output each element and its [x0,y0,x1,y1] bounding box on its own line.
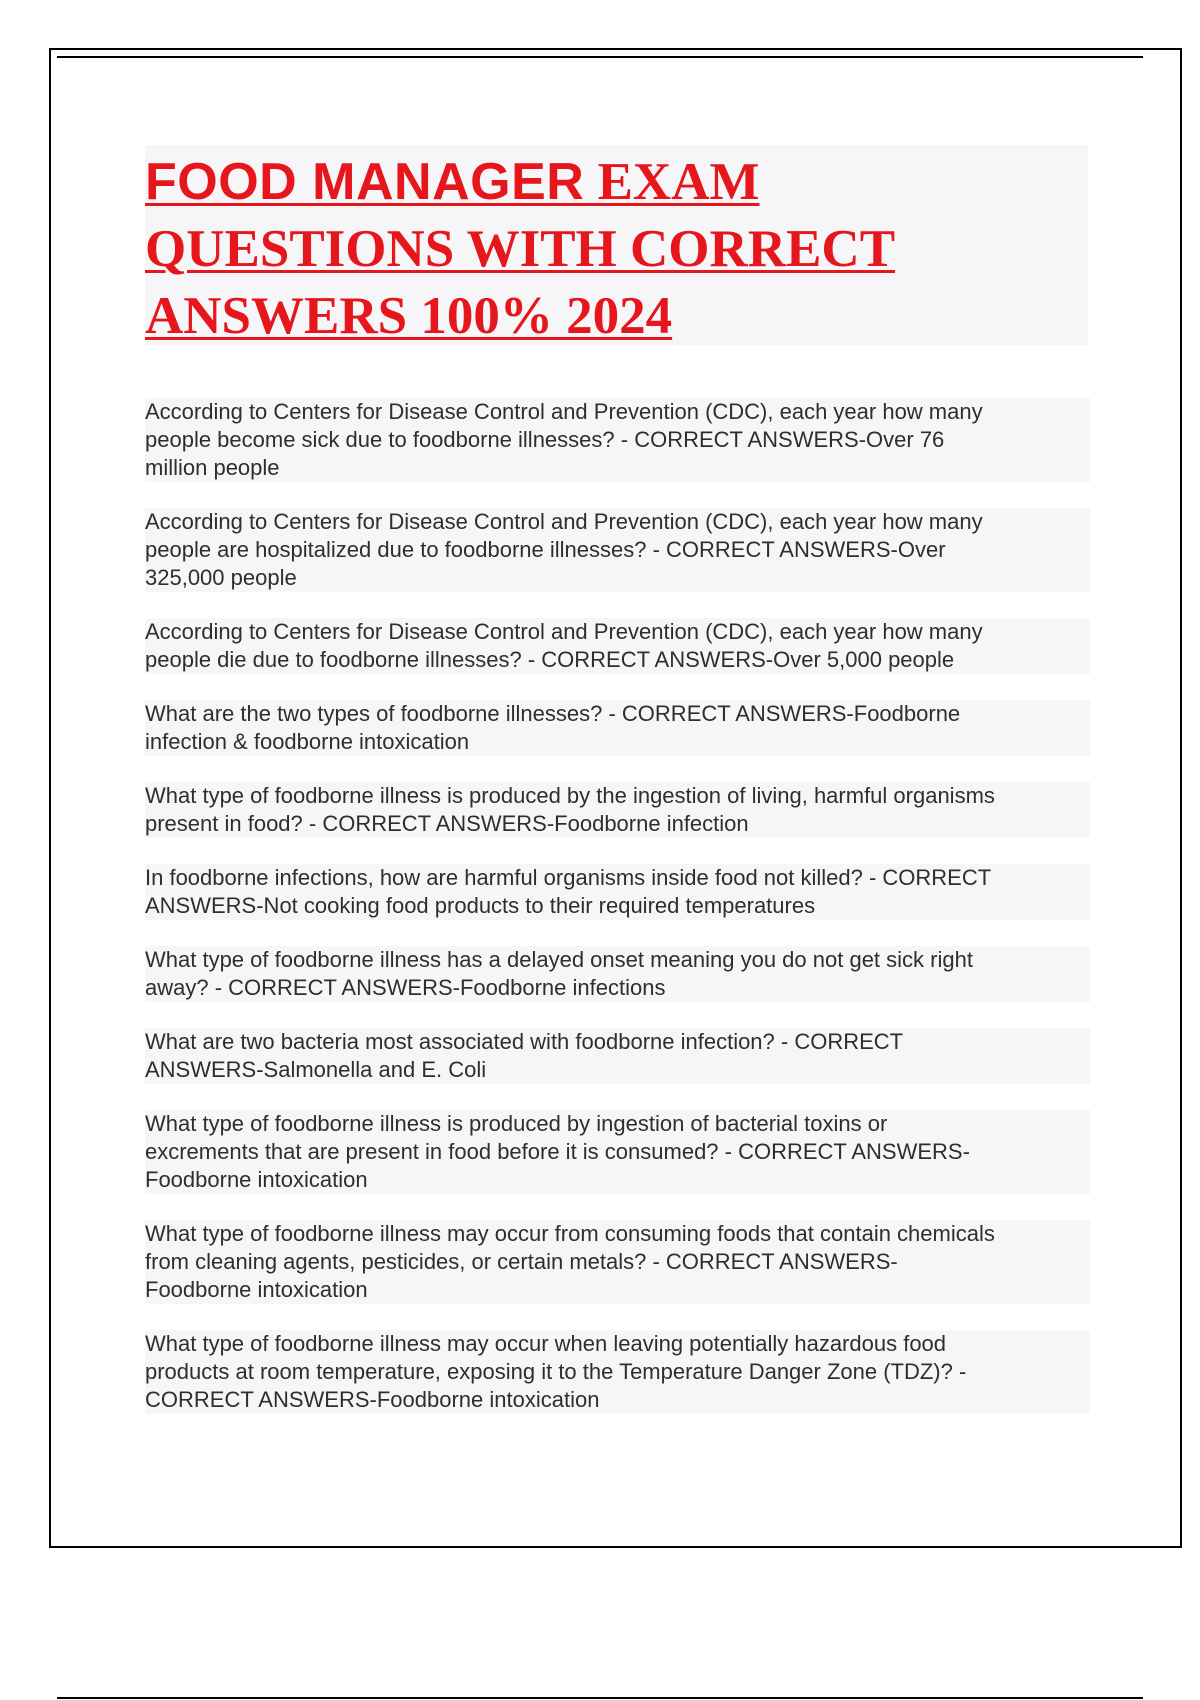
qa-item: According to Centers for Disease Control and Prevention (CDC), each year how many people become sick due to foodborne illnesses? - CORRECT ANSWERS-Over 76 million people [145,398,1090,482]
bottom-rule [57,1697,1143,1699]
qa-item: What type of foodborne illness is produced by the ingestion of living, harmful organisms present in food? - CORRECT ANSWERS-Foodborne infection [145,782,1090,838]
qa-item: What type of foodborne illness may occur from consuming foods that contain chemicals from cleaning agents, pesticides, or certain metals? - CORRECT ANSWERS- Foodborne intoxication [145,1220,1090,1304]
qa-item: What type of foodborne illness has a delayed onset meaning you do not get sick right away? - CORRECT ANSWERS-Foodborne infections [145,946,1090,1002]
qa-item: In foodborne infections, how are harmful organisms inside food not killed? - CORRECT ANSWERS-Not cooking food products to their required temperatures [145,864,1090,920]
qa-item: What are the two types of foodborne illnesses? - CORRECT ANSWERS-Foodborne infection & foodborne intoxication [145,700,1090,756]
qa-list [145,398,1090,1440]
title-line-1 [145,149,1088,216]
title-line-3 [145,283,1088,350]
qa-item: What type of foodborne illness may occur when leaving potentially hazardous food products at room temperature, exposing it to the Temperature Danger Zone (TDZ)? - CORRECT ANSWERS-Foodborne intoxication [145,1330,1090,1414]
qa-item: What are two bacteria most associated with foodborne infection? - CORRECT ANSWERS-Salmonella and E. Coli [145,1028,1090,1084]
document-title [145,145,1088,345]
title-line-2 [145,216,1088,283]
top-rule [57,56,1143,58]
qa-item: What type of foodborne illness is produced by ingestion of bacterial toxins or excrements that are present in food before it is consumed? - CORRECT ANSWERS- Foodborne intoxication [145,1110,1090,1194]
qa-item: According to Centers for Disease Control and Prevention (CDC), each year how many people are hospitalized due to foodborne illnesses? - CORRECT ANSWERS-Over 325,000 people [145,508,1090,592]
title-line-1-sans: FOOD MANAGER [145,153,585,211]
title-line-3-text: ANSWERS 100% 2024 [145,287,673,345]
title-line-1-serif: EXAM [584,153,760,211]
qa-item: According to Centers for Disease Control and Prevention (CDC), each year how many people die due to foodborne illnesses? - CORRECT ANSWERS-Over 5,000 people [145,618,1090,674]
title-line-2-text: QUESTIONS WITH CORRECT [145,220,896,278]
